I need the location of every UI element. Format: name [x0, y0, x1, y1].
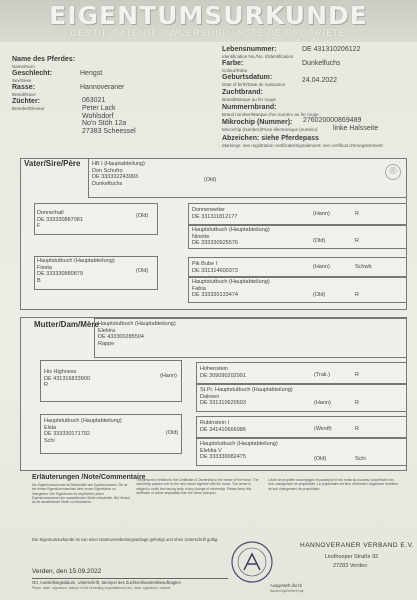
breed-value: Hannoveraner [80, 84, 125, 91]
disclaimer: Die Eigentumsurkunde ist von einer Datenverarbeitungsanlage gefertigt und ohne Unterschrift gültig. [32, 537, 219, 542]
organisation-city: 27283 Verden [333, 563, 368, 569]
dam-dam-studbook: (Old) [166, 430, 179, 436]
sire-sire-studbook: (Old) [136, 213, 149, 219]
organisation-street: Lindhooper Straße 92 [325, 554, 379, 560]
dam-details: Hauptstutbuch (Hauptabteilung) Elektra DE 433300285504 Rappe [98, 321, 176, 347]
colour-value: Dunkelfuchs [302, 60, 341, 67]
registered-mark: ® [385, 164, 401, 180]
sire-sire-sire-mark: R [355, 211, 359, 217]
dob-value: 24.04.2022 [302, 77, 338, 84]
brand-label: Zuchtbrand: Brand/Marque au fer rouge [222, 89, 277, 102]
dam-sire-sire-mark: R [355, 372, 359, 378]
organisation-name: HANNOVERANER VERBAND E.V. [300, 542, 415, 549]
dam-dam-dam-studbook: (Old) [314, 456, 327, 462]
issued-by-translation: Issued by/Délivré par [270, 589, 304, 593]
sire-dam-dam-studbook: (Old) [313, 292, 326, 298]
sire-sire-dam-mark: R [355, 238, 359, 244]
dam-sire-sire-studbook: (Trak.) [314, 372, 330, 378]
sire-sire-dam-details: Hauptstutbuch (Hauptabteilung) Ninette DE 333330925576 [192, 227, 270, 246]
sire-heading: Vater/Sire/Père [24, 159, 81, 168]
dam-dam-sire-studbook: (Westf) [314, 426, 332, 432]
chip-value: 276020000869489 [303, 117, 362, 124]
dam-dam-details: Hauptstutbuch (Hauptabteilung) Elsta DE 333330171792 Schi [44, 418, 122, 444]
ueln-label: Lebensnummer: Identification No./No. d'identification [222, 46, 294, 59]
notes-german: Die Eigentumsurkunde ist Bestandteil des Equidenpasses. Sie ist bei einem Eigentümerwechsel dem neuen Eigentümer zu übergeben. Der Eigentümer ist verpflichtet, jeden Eigentumswechsel der ausstellenden Stelle mitzuteilen. Bei Verlust ist die ausstellende Stelle zu informieren. [32, 483, 130, 505]
dam-sire-sire-details: Hohenstein DE 309090202991 [200, 366, 246, 379]
dam-sire-details: His Highness DE 431316833900 R [44, 369, 90, 388]
chip-label: Mikrochip (Nummer): Microchip (number)/Puce électronique (numéro) [222, 119, 318, 132]
issued-by-label: Ausgestellt durch [270, 583, 303, 588]
sire-studbook: (Old) [204, 177, 217, 183]
signature-caption-translation: Place, date, signature, stamp of the breeding organisation/Lieu, date, signature, cachet [32, 586, 171, 590]
sex-value: Hengst [80, 70, 103, 77]
ueln-value: DE 431310206122 [302, 46, 361, 53]
certificate-header [0, 0, 417, 42]
dam-dam-sire-details: Rubinstein I DE 341410666986 [200, 420, 246, 433]
chip-location: linke Halsseite [333, 125, 379, 132]
sire-sire-details: Donnerhall DE 333330887081 F [37, 210, 83, 229]
sire-dam-details: Hauptstutbuch (Hauptabteilung) Fiesta DE 333330880879 B [37, 258, 115, 284]
sire-dam-sire-details: Pik Bube I DE 331314600373 [192, 261, 238, 274]
colour-label: Farbe: Colour/Robe [222, 60, 248, 73]
breeder-address: 063021 Peter Lack Wohlsdorf No'n Stöh 12a 27383 Scheessel [82, 97, 136, 136]
hannoveraner-seal-icon [230, 540, 274, 584]
sire-dam-dam-mark: R [355, 292, 359, 298]
breed-label: Rasse: Breed/Race [12, 84, 36, 97]
markings-label: Abzeichen: siehe Pferdepass Markings: see registration certificate/Signalement: voir certificat d'enregistrement [222, 135, 383, 148]
sire-dam-studbook: (Old) [136, 268, 149, 274]
dam-heading: Mutter/Dam/Mère [34, 320, 99, 329]
sire-sire-sire-details: Donnerwetter DE 331311812177 [192, 207, 238, 220]
notes-french: L'acte de propriété accompagne le passeport et est remis au nouveau propriétaire lors d'un changement de propriétaire. Le propriétaire est tenu d'informer l'organisme émetteur de tout changement de propriétaire. [268, 478, 399, 491]
certificate-subtitle: CERTIFICATE OF OWNERSHIP · ACTE DE PROPRIÉTÉ [70, 28, 347, 38]
sire-dam-sire-mark: Schwb [355, 264, 372, 270]
sire-sire-sire-studbook: (Hann) [313, 211, 330, 217]
dam-sire-dam-studbook: (Hann) [314, 400, 331, 406]
certificate-title: EIGENTUMSURKUNDE [49, 1, 368, 30]
sire-sire-dam-studbook: (Old) [313, 238, 326, 244]
horse-name-label: Name des Pferdes: Name/Nom [12, 56, 76, 69]
notes-english: The present is entitled to the Certificate of Ownership in the owner of the horse. The ownership passes over to the new owner together with the horse. The owner is obliged to notify the issuing body of any change of ownership. Please keep this certificate of owner separately from the horse passport. [136, 478, 259, 495]
signature-line [32, 578, 228, 579]
dam-sire-dam-mark: R [355, 400, 359, 406]
dam-dam-sire-mark: R [355, 426, 359, 432]
sex-label: Geschlecht: Sex/Sexe [12, 70, 53, 83]
dob-label: Geburtsdatum: Date of birth/Date de naissance [222, 74, 286, 87]
dam-sire-dam-details: St.Pr. Hauptstutbuch (Hauptabteilung) Dalreen DE 331310620593 [200, 387, 293, 406]
signature-caption: Ort, Ausstellungsdatum, Unterschrift, Stempel des Zuchtverbandes/Beauftragten [32, 580, 181, 585]
breeder-label: Züchter: Breeder/Eleveur [12, 98, 45, 111]
sire-dam-dam-details: Hauptstutbuch (Hauptabteilung) Fabia DE 333330133474 [192, 279, 270, 298]
dam-dam-dam-mark: Schi [355, 456, 366, 462]
dam-dam-dam-details: Hauptstutbuch (Hauptabteilung) Elektia V DE 333330082475 [200, 441, 278, 460]
notes-heading: Erläuterungen /Note/Commentaire [32, 474, 146, 481]
dam-sire-studbook: (Hann) [160, 373, 177, 379]
brand-number-label: Nummernbrand: Brand number/Marque d'un numéro au fer rouge [222, 104, 319, 117]
sire-dam-sire-studbook: (Hann) [313, 264, 330, 270]
place-date: Verden, den 15.09.2022 [32, 568, 102, 575]
sire-details: HB I (Hauptabteilung) Don Schufro DE 333332243993 Dunkelfuchs [92, 161, 145, 187]
